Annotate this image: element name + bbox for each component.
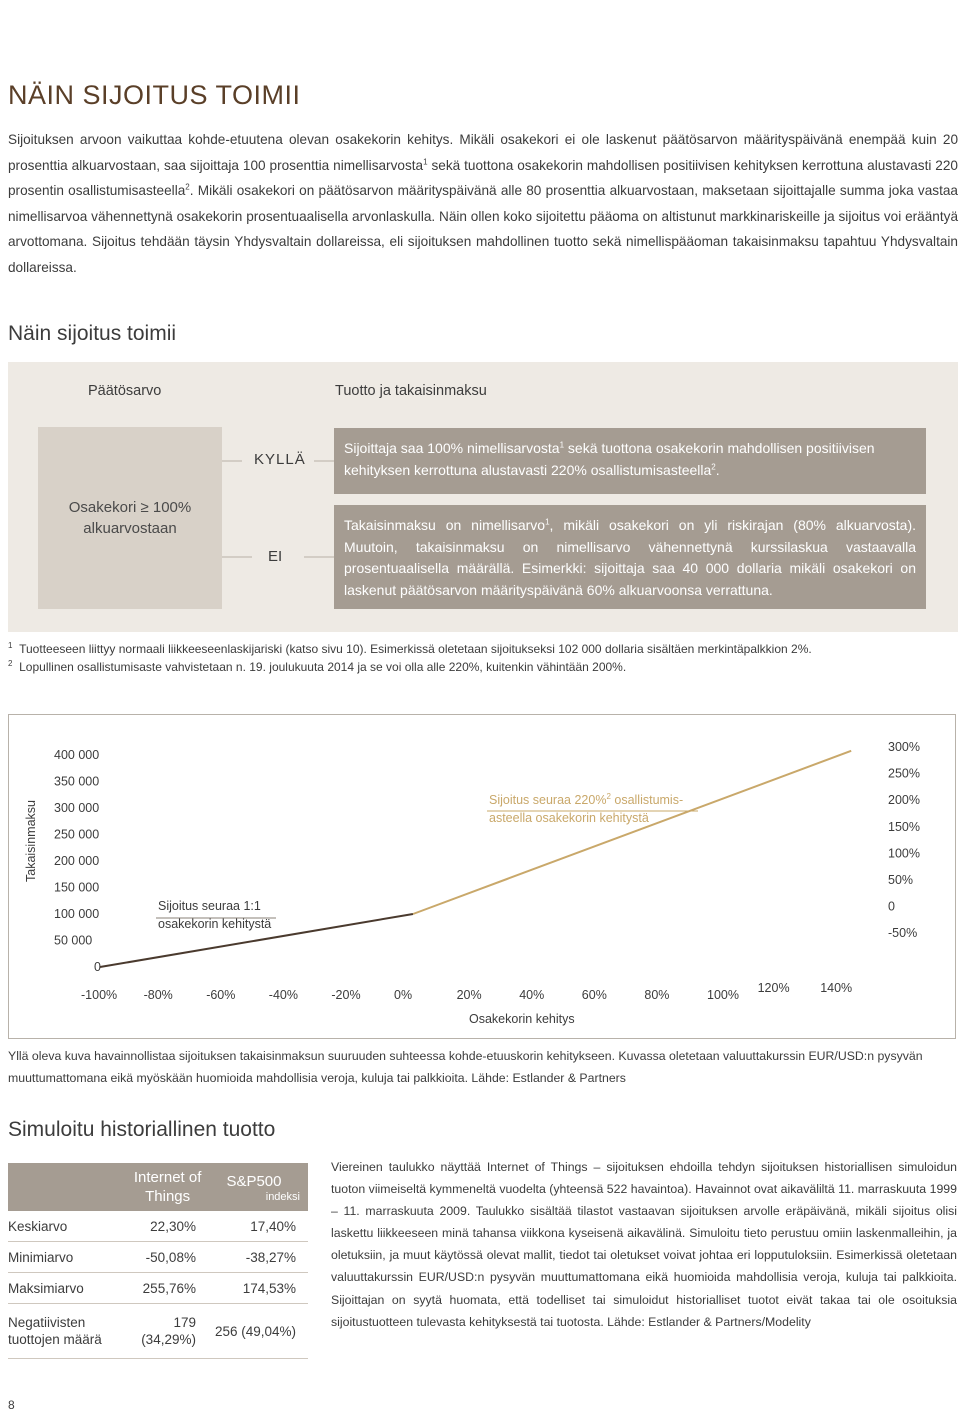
y-right-tick-label: 100% [888,846,920,861]
x-axis-label: Osakekorin kehitys [469,1012,575,1026]
y-right-tick-label: 200% [888,793,920,808]
row-value-iot: 179 (34,29%) [115,1304,208,1359]
intro-text-3: . Mikäli osakekori on päätösarvon määrityspäivänä alle 80 prosenttia alkuarvostaan, maksetaan sijoittajalle summa joka vastaa nimellisarvoa vähennettynä osakekorin prosentuaalisella arvonlaskulla. Näin ollen koko sijoitettu pääoma on altistunut markkinariskeille ja sijoitus voi erääntyä arvottomana. Sijoitus tehdään täysin Yhdysvaltain dollareissa, eli sijoituksen mahdollinen tuotto sekä nimellispääoman takaisinmaksu tapahtuu Yhdysvaltain dollareissa. [8,183,958,275]
x-tick-label: 140% [820,981,853,995]
y-left-tick-label: 250 000 [54,827,100,842]
header-empty [8,1163,115,1211]
annotation-2-text-b: osallistumis- [610,793,684,807]
y-right-tick-label: 250% [888,766,920,781]
annotation-1-line-2: osakekorin kehitystä [158,917,272,931]
x-tick-label: 40% [519,988,545,1002]
header-sp500: S&P500 indeksi [208,1163,308,1211]
row-value-iot: -50,08% [115,1242,208,1273]
page-number: 8 [8,1398,15,1412]
greater-equal-icon: ≥ [140,499,149,516]
row-value-sp500: 174,53% [208,1273,308,1304]
x-tick-label: -80% [143,988,173,1002]
flow-column-heading-final-value: Päätösarvo [88,383,162,399]
section-heading-history: Simuloitu historiallinen tuotto [8,1118,276,1141]
x-tick-label: -20% [331,988,361,1002]
footnote-ref-2: 2 [185,182,190,192]
intro-text-2: sekä tuottona osakekorin mahdollisen positiivisen kehityksen kerrottuna alustavasti 220 prosentin osallistumisasteella [8,157,958,199]
annotation-2-text: Sijoitus seuraa 220% [489,793,607,807]
y-left-tick-label: 100 000 [54,907,100,921]
annotation-2-line-1 [489,792,683,807]
footnote-ref-1: 1 [423,157,428,167]
x-tick-label: 100% [707,988,739,1002]
y-left-tick-label: 300 000 [54,801,100,815]
y-left-tick-label: 50 000 [54,933,93,948]
row-metric: Negatiivisten tuottojen määrä [8,1304,115,1359]
x-tick-label: 0% [394,988,413,1002]
no-label: EI [268,548,283,565]
y-left-tick-label: 150 000 [54,880,100,895]
condition-line-1: Osakekori ≥ 100% [68,499,192,516]
x-tick-label: -40% [268,988,298,1002]
row-metric: Minimiarvo [8,1242,115,1273]
series-line-2 [413,751,851,914]
y-right-tick-label: 300% [888,740,920,754]
footnote-1: $^1$ Tuotteeseen liittyy normaali liikkeeseenlaskijariski (katso sivu 10). Esimerkissä oletetaan sijoitukseksi 102 000 dollaria sisältäen merkintäpalkkion 2%. [8,641,812,656]
y-right-tick-label: -50% [888,926,918,941]
y-left-tick-label: 200 000 [54,854,100,868]
x-tick-label: 80% [644,988,670,1002]
page-title: NÄIN SIJOITUS TOIMII [8,80,301,110]
intro-text-1: Sijoituksen arvoon vaikuttaa kohde-etuutena olevan osakekorin kehitys. Mikäli osakekori ei ole laskenut päätösarvon määrityspäivänä enempää kuin 20 prosenttia alkuarvostaan, saa sijoittaja 100 prosenttia nimellisarvosta [8,132,958,173]
x-tick-label: -100% [81,988,118,1002]
condition-line-2: alkuarvostaan [83,520,177,537]
annotation-2-sup: 2 [606,792,611,801]
y-right-tick-label: 0 [888,899,895,914]
row-value-iot: 255,76% [115,1273,208,1304]
x-tick-label: -60% [206,988,236,1002]
x-tick-label: 20% [456,988,482,1002]
header-iot: Internet of Things [115,1163,208,1211]
history-table [8,1163,308,1359]
table-row [8,1242,308,1273]
x-tick-label: 60% [581,988,607,1002]
result-box-no: Takaisinmaksu on nimellisarvo$^1$, mikäli osakekori on yli riskirajan (80% alkuarvosta). Muutoin, takaisinmaksu on nimellisarvo vähennettynä kurssilaskua vastaavalla prosentuaalisella määrällä. Esimerkki: sijoittaja saa 40 000 dollaria mikäli osakekori on laskenut päätösarvon määrityspäivänä 60% alkuarvoonsa verrattuna. [334,505,926,609]
y-right-tick-label: 150% [888,819,920,834]
row-value-iot: 22,30% [115,1211,208,1242]
row-value-sp500: 17,40% [208,1211,308,1242]
x-tick-label: 120% [757,981,790,995]
footnotes [8,640,812,676]
annotation-1-line-1: Sijoitus seuraa 1:1 [158,899,261,913]
y-left-tick-label: 0 [94,960,101,974]
table-row [8,1273,308,1304]
history-table-header [8,1163,308,1211]
result-box-yes: Sijoittaja saa 100% nimellisarvosta$^1$ sekä tuottona osakekorin mahdollisen positiivisen kehityksen kerrottuna alustavasti 220% osallistumisasteella$^2$. [334,428,926,494]
y-axis-label: Takaisinmaksu [24,800,38,882]
yes-label: KYLLÄ [254,451,306,468]
history-description: Viereinen taulukko näyttää Internet of Things – sijoituksen ehdoilla tehdyn sijoituksen historiallisen simuloidun tuoton viimeiseltä kymmeneltä vuodelta (yhteensä 522 havaintoa). Havainnot ovat aikaväliltä 11. marraskuuta 1999 – 11. marraskuuta 2009. Taulukko sisältää tilastot vastaavan sijoituksen arvolle eräpäivänä, mikäli sijoitus olisi laskettu liikkeeseen minä tahansa viikkona kyseisenä aikavälinä. Simuloitu tieto perustuu omiin laskenmalleihin, ja oletuksiin, ja muut käytössä olevat mallit, tiedot tai oletukset voivat johtaa eri lopputuloksiin. Esimerkissä oletetaan valuuttakurssin EUR/USD:n pysyvän muuttumattomana eikä huomioida mahdollisia veroja, kuluja tai palkkioita. Sijoittajan on syytä huomata, että todelliset tai simuloidut historialliset tuotot eivät takaa tai ole osoituksia sijoitustuotteen tulevasta kehityksestä tai tuotosta. Lähde: Estlander & Partners/Modelity [331,1160,957,1329]
footnote-2: $^2$ Lopullinen osallistumisaste vahvistetaan n. 19. joulukuuta 2014 ja se voi olla alle 220%, kuitenkin vähintään 200%. [8,659,627,674]
table-row [8,1304,308,1359]
row-metric: Keskiarvo [8,1211,115,1242]
row-value-sp500: 256 (49,04%) [208,1304,308,1359]
row-metric: Maksimiarvo [8,1273,115,1304]
chart-caption: Yllä oleva kuva havainnollistaa sijoituksen takaisinmaksun suuruuden suhteessa kohde-etuuskorin kehitykseen. Kuvassa oletetaan valuuttakurssin EUR/USD:n pysyvän muuttumattomana eikä myöskään huomioida mahdollisia veroja, kuluja tai palkkioita. Lähde: Estlander & Partners [8,1049,923,1085]
y-right-tick-label: 50% [888,873,914,887]
table-row [8,1211,308,1242]
section-heading-how: Näin sijoitus toimii [8,322,177,345]
row-value-sp500: -38,27% [208,1242,308,1273]
y-left-tick-label: 350 000 [54,774,100,789]
y-left-tick-label: 400 000 [54,748,100,762]
payoff-chart [8,714,956,1039]
annotation-2-line-2: asteella osakekorin kehitystä [489,811,649,825]
flow-column-heading-return: Tuotto ja takaisinmaksu [335,383,487,399]
